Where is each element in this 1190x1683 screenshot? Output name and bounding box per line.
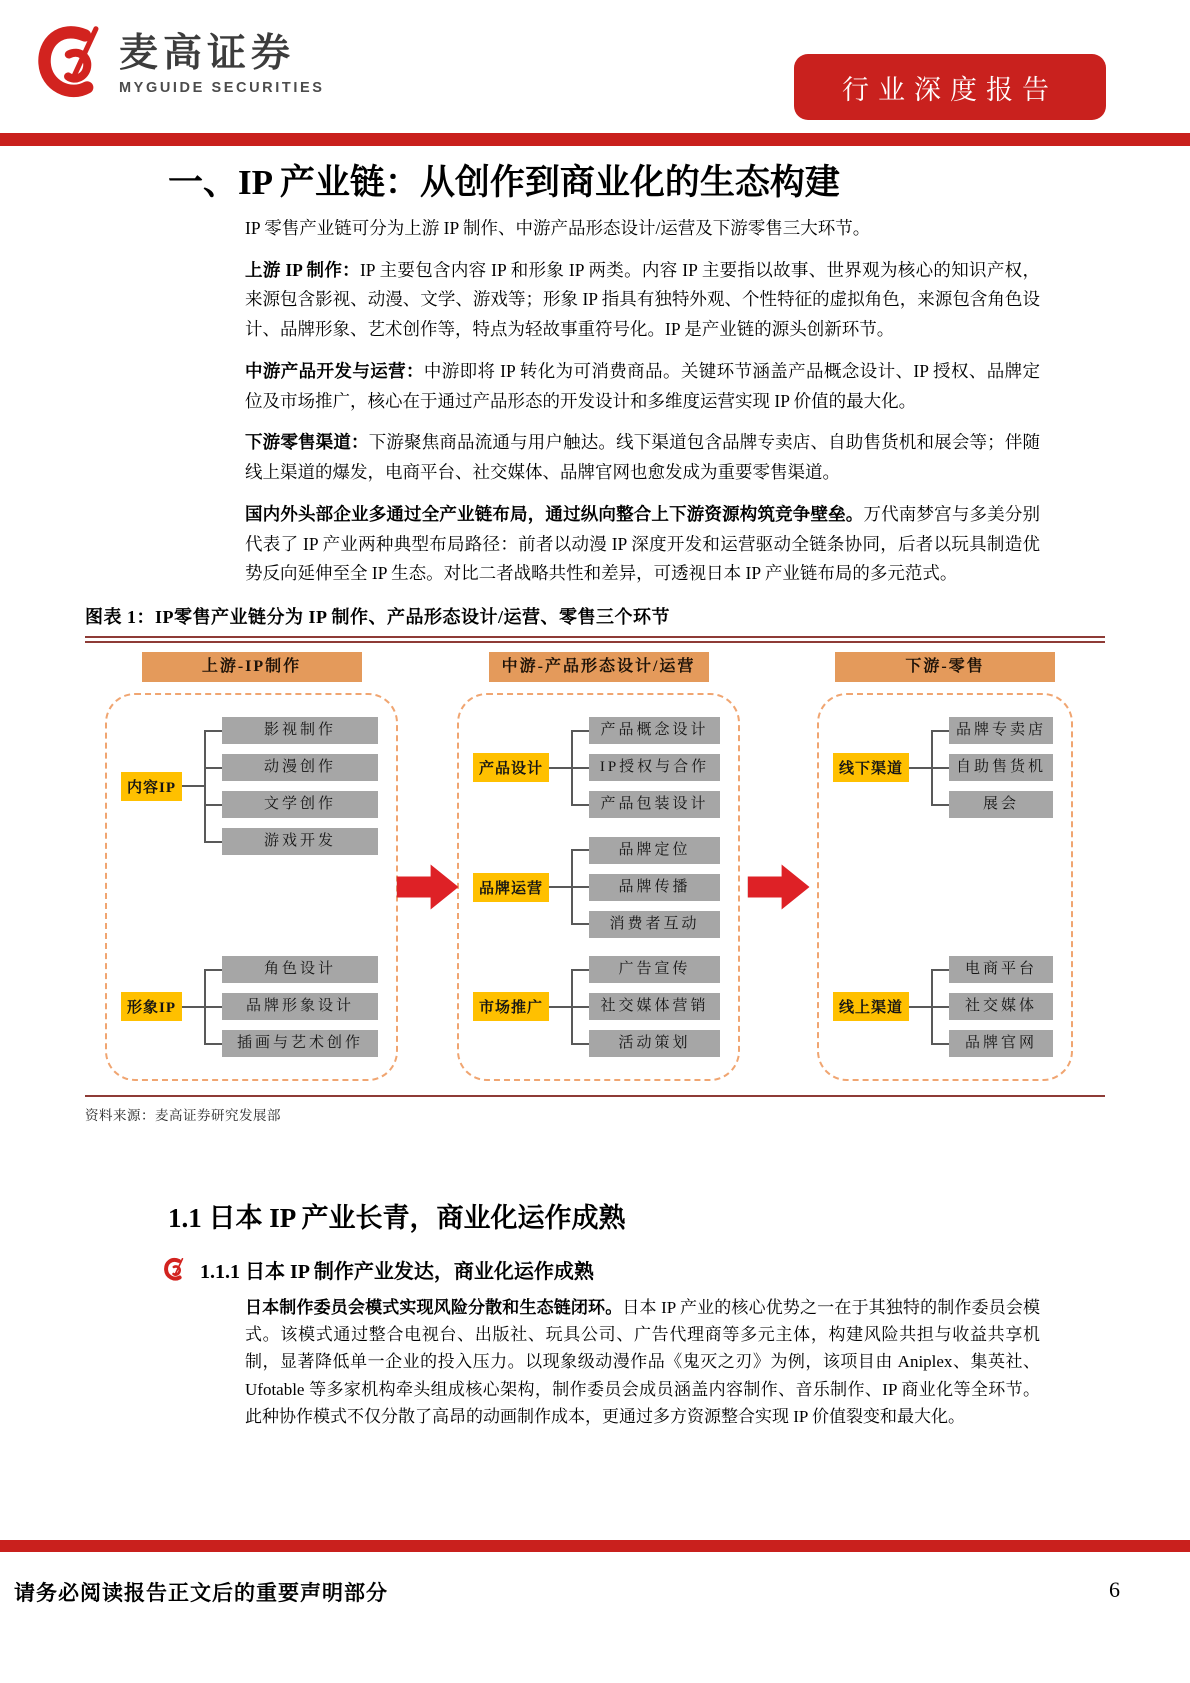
connector-line — [931, 804, 949, 806]
item-row — [931, 791, 1053, 818]
stage-column-1 — [105, 652, 398, 1081]
item-box: 产品包装设计 — [589, 791, 720, 818]
ip-group — [121, 717, 378, 855]
connector-line — [931, 1006, 949, 1008]
connector-line — [204, 841, 222, 843]
footer-row — [0, 1552, 1190, 1607]
connector-line — [204, 767, 222, 769]
stage-panel — [817, 693, 1073, 1081]
flow-arrow-cell — [398, 652, 457, 1081]
right-arrow-icon — [748, 862, 810, 912]
stage-column-3 — [817, 652, 1073, 1081]
item-box: 电商平台 — [949, 956, 1053, 983]
connector-line — [931, 730, 949, 732]
paragraph-text: 日本 IP 产业的核心优势之一在于其独特的制作委员会模式。该模式通过整合电视台、出版社、玩具公司、广告代理商等多元主体，构建风险共担与收益共享机制，显著降低单一企业的投入压力。以现象级动漫作品《鬼灭之刃》为例，该项目由 Aniplex、集英社、Ufotable 等多家机构牵头组成核心架构，制作委员会成员涵盖内容制作、音乐制作、IP 商业化等全环节。此种协作模式不仅分散了高昂的动画制作成本，更通过多方资源整合实现 IP 价值裂变和最大化。 — [245, 1298, 1041, 1426]
connector-line — [909, 1006, 931, 1008]
figure-1 — [85, 603, 1105, 1124]
paragraph-downstream — [245, 428, 1040, 488]
ip-chain-diagram — [85, 652, 1105, 1081]
paragraph-text: IP 零售产业链可分为上游 IP 制作、中游产品形态设计/运营及下游零售三大环节。 — [245, 217, 871, 238]
connector-line — [204, 730, 222, 732]
connector-line — [571, 804, 589, 806]
figure-top-rule — [85, 636, 1105, 643]
brand-name-cn: 麦高证券 — [119, 32, 296, 76]
item-box: 消费者互动 — [589, 911, 720, 938]
footer-divider-bar — [0, 1540, 1190, 1552]
paragraph-text: IP 主要包含内容 IP 和形象 IP 两类。内容 IP 主要指以故事、世界观为核心的知识产权，来源包含影视、动漫、文学、游戏等；形象 IP 指具有独特外观、个性特征的虚拟角色，来源包含角色设计、品牌形象、艺术创作等，特点为轻故事重符号化。IP 是产业链的源头创新环节。 — [245, 259, 1040, 339]
item-box: 广告宣传 — [589, 956, 720, 983]
ip-group — [121, 956, 378, 1057]
item-box: 活动策划 — [589, 1030, 720, 1057]
item-row — [204, 1030, 378, 1057]
footer-disclaimer: 请务必阅读报告正文后的重要声明部分 — [14, 1581, 388, 1605]
paragraph-intro — [245, 214, 1040, 244]
ip-group — [473, 956, 720, 1057]
item-row — [204, 754, 378, 781]
subsection-heading-1-1-1: 1.1.1 日本 IP 制作产业发达，商业化运作成熟 — [200, 1261, 594, 1283]
ip-group — [473, 837, 720, 938]
connector-line — [571, 886, 589, 888]
item-row — [571, 754, 720, 781]
item-row — [571, 837, 720, 864]
item-box: 插画与艺术创作 — [222, 1030, 378, 1057]
report-type-badge: 行业深度报告 — [794, 54, 1106, 120]
stage-panel — [457, 693, 740, 1081]
figure-caption: 图表 1：IP零售产业链分为 IP 制作、产品形态设计/运营、零售三个环节 — [85, 607, 671, 627]
item-row — [204, 956, 378, 983]
item-box: 品牌专卖店 — [949, 717, 1053, 744]
item-row — [931, 717, 1053, 744]
connector-line — [204, 969, 222, 971]
connector-line — [549, 886, 571, 888]
stage-header: 中游-产品形态设计/运营 — [489, 652, 709, 682]
item-box: 游戏开发 — [222, 828, 378, 855]
section-bullet-logo-icon — [164, 1257, 185, 1283]
group-label: 内容IP — [121, 772, 182, 801]
connector-line — [571, 1006, 589, 1008]
connector-line — [571, 923, 589, 925]
connector-line — [909, 767, 931, 769]
group-items — [571, 956, 720, 1057]
group-label: 市场推广 — [473, 992, 549, 1021]
connector-line — [931, 1043, 949, 1045]
group-items — [931, 717, 1053, 818]
connector-line — [549, 1006, 571, 1008]
page-header — [0, 0, 1190, 133]
item-box: 角色设计 — [222, 956, 378, 983]
paragraph-text: 下游聚焦商品流通与用户触达。线下渠道包含品牌专卖店、自助售货机和展会等；伴随线上渠道的爆发，电商平台、社交媒体、品牌官网也愈发成为重要零售渠道。 — [245, 432, 1041, 482]
item-box: 产品概念设计 — [589, 717, 720, 744]
item-box: 自助售货机 — [949, 754, 1053, 781]
item-row — [571, 791, 720, 818]
item-box: 品牌形象设计 — [222, 993, 378, 1020]
item-box: 影视制作 — [222, 717, 378, 744]
paragraph-lead: 下游零售渠道： — [245, 432, 369, 453]
group-items — [204, 717, 378, 855]
item-row — [571, 717, 720, 744]
subsection-heading-row — [164, 1255, 1190, 1284]
paragraph-layout — [245, 500, 1040, 589]
item-box: IP授权与合作 — [589, 754, 720, 781]
paragraph-text: 中游即将 IP 转化为可消费商品。关键环节涵盖产品概念设计、IP 授权、品牌定位及市场推广，核心在于通过产品形态的开发设计和多维度运营实现 IP 价值的最大化。 — [245, 360, 1040, 411]
paragraph-text: 万代南梦宫与多美分别代表了 IP 产业两种典型布局路径：前者以动漫 IP 深度开发和运营驱动全链条协同，后者以玩具制造优势反向延伸至全 IP 生态。对比二者战略共性和差异，可透视日本 IP 产业链布局的多元范式。 — [245, 503, 1041, 584]
item-box: 品牌官网 — [949, 1030, 1053, 1057]
figure-bottom-rule — [85, 1095, 1105, 1097]
paragraph-lead: 国内外头部企业多通过全产业链布局，通过纵向整合上下游资源构筑竞争壁垒。 — [245, 503, 864, 524]
item-box: 展会 — [949, 791, 1053, 818]
group-items — [571, 837, 720, 938]
connector-line — [204, 1043, 222, 1045]
connector-line — [204, 804, 222, 806]
group-label: 线上渠道 — [833, 992, 909, 1021]
item-box: 社交媒体 — [949, 993, 1053, 1020]
item-row — [204, 717, 378, 744]
item-row — [931, 956, 1053, 983]
connector-line — [571, 969, 589, 971]
ip-group — [833, 717, 1053, 818]
stage-header: 下游-零售 — [835, 652, 1055, 682]
paragraph-lead: 日本制作委员会模式实现风险分散和生态链闭环。 — [245, 1298, 623, 1317]
connector-line — [204, 1006, 222, 1008]
item-box: 品牌传播 — [589, 874, 720, 901]
brand-text — [119, 32, 325, 96]
connector-line — [571, 767, 589, 769]
flow-arrow-cell — [740, 652, 817, 1081]
connector-line — [931, 767, 949, 769]
item-row — [204, 993, 378, 1020]
ip-group — [473, 717, 720, 818]
paragraph-midstream — [245, 357, 1040, 417]
item-row — [931, 1030, 1053, 1057]
group-label: 线下渠道 — [833, 753, 909, 782]
group-items — [571, 717, 720, 818]
connector-line — [182, 1006, 204, 1008]
page-footer — [0, 1540, 1190, 1607]
paragraph-lead: 上游 IP 制作： — [245, 259, 360, 280]
group-label: 形象IP — [121, 992, 182, 1021]
connector-line — [571, 849, 589, 851]
page-title: 一、IP 产业链：从创作到商业化的生态构建 — [168, 163, 840, 202]
item-row — [204, 791, 378, 818]
connector-line — [571, 1043, 589, 1045]
group-items — [931, 956, 1053, 1057]
section-heading-1-1: 1.1 日本 IP 产业长青，商业化运作成熟 — [168, 1203, 626, 1233]
item-box: 动漫创作 — [222, 754, 378, 781]
brand-name-en: MYGUIDE SECURITIES — [119, 79, 325, 96]
brand — [38, 22, 325, 106]
paragraph-upstream — [245, 256, 1040, 345]
group-items — [204, 956, 378, 1057]
connector-line — [182, 785, 204, 787]
myguide-logo-icon — [38, 22, 104, 106]
connector-line — [571, 730, 589, 732]
stage-column-2 — [457, 652, 740, 1081]
stage-panel — [105, 693, 398, 1081]
item-box: 社交媒体营销 — [589, 993, 720, 1020]
item-row — [571, 874, 720, 901]
group-label: 品牌运营 — [473, 873, 549, 902]
group-label: 产品设计 — [473, 753, 549, 782]
ip-group — [833, 956, 1053, 1057]
paragraph-lead: 中游产品开发与运营： — [245, 360, 424, 381]
right-arrow-icon — [397, 862, 459, 912]
connector-line — [549, 767, 571, 769]
item-row — [571, 993, 720, 1020]
item-row — [204, 828, 378, 855]
item-box: 品牌定位 — [589, 837, 720, 864]
item-row — [571, 956, 720, 983]
figure-source: 资料来源：麦高证券研究发展部 — [85, 1108, 281, 1123]
item-row — [931, 993, 1053, 1020]
connector-line — [931, 969, 949, 971]
stage-header: 上游-IP制作 — [142, 652, 362, 682]
item-row — [571, 1030, 720, 1057]
item-row — [931, 754, 1053, 781]
page-number: 6 — [1109, 1577, 1120, 1602]
header-divider-bar — [0, 133, 1190, 146]
item-row — [571, 911, 720, 938]
item-box: 文学创作 — [222, 791, 378, 818]
paragraph-committee — [245, 1294, 1040, 1430]
